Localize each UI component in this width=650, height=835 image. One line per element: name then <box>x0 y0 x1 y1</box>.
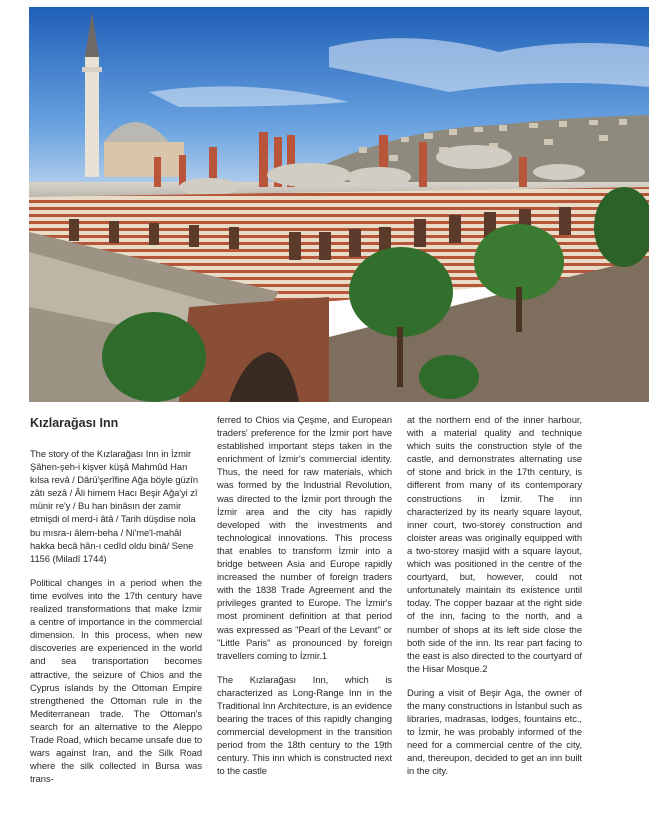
article-title: Kızlarağası Inn <box>30 416 119 430</box>
paragraph-long-range-inn: The Kızlarağası Inn, which is characterized as Long-Range Inn in the Traditional Inn Architecture, is an evidence bearing the traces of this rapidly changing commercial development in the transition period from the 18th century to the 19th century. This inn which is constructed next to the castle <box>217 673 392 777</box>
paragraph-intro-poem: The story of the Kızlarağası Inn in İzmir Şâhen-şeh-i kişver küşâ Mahmûd Han kılsa revâ / Dârü'şerîfine Ağa böyle güzîn zâtı sezâ / Âli himem Hacı Beşir Ağa'yi zî münir re'y / Bu han binâsın der zamir etmişdi ol merd-i âtâ / Tarih düşdise nola bu mısra-ı âlem-beha / Ni'me'l-mahâl hakka becâ hân-ı cedîd oldu binâ/ Sene 1156 (Miladî 1744) <box>30 448 199 564</box>
text-column-3 <box>407 413 582 778</box>
paragraph-inn-layout: at the northern end of the inner harbour, with a material quality and technique which suits the construction style of the castle, and demonstrates alternating use of stone and brick in the 17th century, is different from many of its contemporary constructions in İzmir. The inn characterized by its nearly square layout, inner court, two-storey construction and cloister areas was originally equipped with a two-storey masjid with a square layout, which was positioned in the centre of the courtyard, but, however, could not unfortunately maintain its existence until today. The copper bazaar at the right side of the inn, facing to the north, and a number of shops at its left side close the both side of the inn. Its rear part facing to the east is also directed to the courtyard of the Hisar Mosque.2 <box>407 414 582 674</box>
paragraph-political-changes: Political changes in a period when the time evolves into the 17th century have realized transformations that make İzmir a centre of importance in the commercial dimension. In this process, when new discoveries are experienced in the world and sea transportation becomes attractive, the seizure of Chios and the Cyprus islands by the Ottoman Empire strengthened the Ottoman rule in the Mediterranean trade. The Ottoman's search for an alternative to the Aleppo Trade Road, which became unsafe due to wars against Iran, and the Silk Road where the silk collected in Bursa was trans- <box>30 576 202 785</box>
text-column-2 <box>217 413 392 778</box>
paragraph-besir-aga: During a visit of Beşir Aga, the owner of the many constructions in İstanbul such as libraries, madrasas, lodges, fountains etc., to İzmir, he was probably informed of the need for a commercial centre of the city, and, thereupon, decided to get an inn built in the city. <box>407 686 582 777</box>
text-column-1 <box>30 447 202 785</box>
paragraph-commercial-identity: ferred to Chios via Çeşme, and European traders' preference for the İzmir port have established important steps taken in the enrichment of İzmir's commercial identity. Thus, the need for raw materials, which was formed by the Industrial Revolution, was directed to the İzmir port through the İzmir area and the city has rapidly developed with the investments and technological innovations. This process that enables to transform İzmir into a bridge between Asia and Europe rapidly increased the number of foreign traders with the 1838 Trade Agreement and the privileges granted to Europe. The İzmir's most prominent definition at that period was expressed as "Pearl of the Levant" or "Little Paris" as pronounced by foreign travellers coming to İzmir.1 <box>217 414 392 661</box>
inn-photograph <box>29 7 649 402</box>
